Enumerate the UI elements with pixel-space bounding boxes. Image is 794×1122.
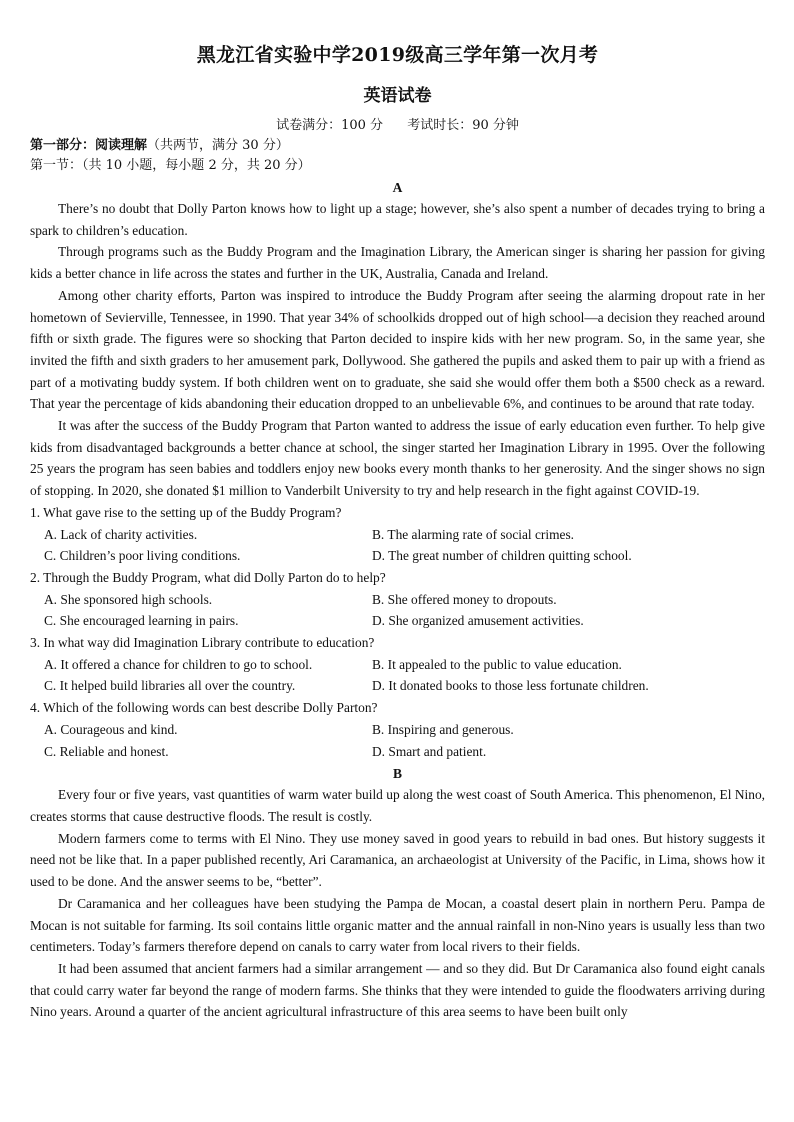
passage-a-paragraph: There’s no doubt that Dolly Parton knows how to light up a stage; however, she’s also spent a number of decades trying to bring a spark to children’s education.	[30, 201, 765, 238]
passage-b-letter: B	[392, 766, 402, 782]
question-2	[30, 567, 765, 632]
passage-a-paragraph: Through programs such as the Buddy Program and the Imagination Library, the American singer is sharing her passion for giving kids a better chance in life across the states and further in the UK, Australia, Canada and Ireland.	[30, 244, 765, 282]
question-3	[30, 632, 765, 697]
passage-b-paragraph: Modern farmers come to terms with El Nino. They use money saved in good years to rebuild in bad ones. But history suggests it need not be like that. In a paper published recently, Ari Caramanica, an archaeologist at University of the Pacific, in Lima, shows how it used to be done. And the answer seems to be, “better”.	[30, 830, 765, 890]
option-b: B. It appealed to the public to value education.	[372, 656, 622, 672]
option-a: A. Lack of charity activities.	[44, 526, 198, 542]
passage-b-paragraph: It had been assumed that ancient farmers had a similar arrangement — and so they did. But Dr Caramanica also found eight canals that could carry water far beyond the range of modern farms. She thinks that they were intended to guide the floodwaters arriving during Nino years. Around a quarter of the ancient agricultural infrastructure of this area seems to have been built only	[30, 960, 765, 1020]
option-d: D. She organized amusement activities.	[372, 613, 584, 629]
question-options	[44, 524, 765, 567]
question-options	[44, 719, 765, 762]
page-title: 黑龙江省实验中学2019级高三学年第一次月考	[196, 44, 599, 66]
passage-b-paragraph: Dr Caramanica and her colleagues have been studying the Pampa de Mocan, a coastal desert plain in northern Peru. Pampa de Mocan is not suitable for farming. Its soil contains little organic matter and the annual rainfall in non-Nino years is usually less than two centimeters. Today’s farmers therefore depend on canals to carry water from local rivers to their fields.	[30, 895, 765, 955]
option-d: D. It donated books to those less fortunate children.	[372, 678, 649, 694]
part-heading-note: （共两节，满分 30 分）	[147, 138, 289, 153]
option-d: D. Smart and patient.	[372, 743, 487, 759]
option-a: A. She sponsored high schools.	[44, 591, 213, 607]
question-stem: 4. Which of the following words can best describe Dolly Parton?	[30, 700, 378, 716]
page-subtitle: 英语试卷	[363, 86, 432, 106]
exam-meta	[30, 114, 765, 133]
option-b: B. The alarming rate of social crimes.	[372, 526, 575, 542]
option-c: C. She encouraged learning in pairs.	[44, 613, 239, 629]
question-stem: 1. What gave rise to the setting up of the Buddy Program?	[30, 504, 342, 520]
question-stem: 3. In what way did Imagination Library contribute to education?	[30, 635, 375, 651]
option-c: C. Children’s poor living conditions.	[44, 548, 241, 564]
question-options	[44, 589, 765, 632]
full-score: 试卷满分：100 分	[276, 118, 384, 133]
option-a: A. It offered a chance for children to go to school.	[44, 656, 313, 672]
part-heading-title: 第一部分：阅读理解	[30, 138, 148, 153]
option-a: A. Courageous and kind.	[44, 721, 178, 737]
question-1	[30, 502, 765, 567]
option-c: C. It helped build libraries all over the country.	[44, 678, 296, 694]
passage-a-paragraph: It was after the success of the Buddy Program that Parton wanted to address the issue of early education even further. To help give kids from disadvantaged backgrounds a better chance at school, the singer started her Imagination Library in 1995. Over the following 25 years the program has seen babies and toddlers enjoy new books every month thanks to her generosity. And the singer shows no sign of stopping. In 2020, she donated $1 million to Vanderbilt University to try and help research in the fight against COVID-19.	[30, 418, 765, 499]
question-stem: 2. Through the Buddy Program, what did Dolly Parton do to help?	[30, 569, 386, 585]
exam-page	[30, 40, 765, 1023]
passage-a-letter: A	[392, 180, 403, 195]
option-c: C. Reliable and honest.	[44, 743, 169, 759]
part-heading	[30, 136, 765, 156]
question-options	[44, 654, 765, 697]
passage-a-paragraph: Among other charity efforts, Parton was inspired to introduce the Buddy Program after seeing the alarming dropout rate in her hometown of Sevierville, Tennessee, in 1990. That year 34% of schoolkids dropped out of high school—a decision they reached around fifth or sixth grade. The figures were so shocking that Parton decided to inspire kids with her new program. So, in the same year, she invited the fifth and sixth graders to her amusement park, Dollywood. She gathered the pupils and asked them to pair up with a friend as part of a motivating buddy system. If both children went on to graduate, she said she would offer them both a $500 check as a reward. That year the percentage of kids abandoning their education dropped to an unbelievable 6%, and continues to be around that rate today.	[30, 287, 765, 412]
option-b: B. Inspiring and generous.	[372, 721, 514, 737]
question-4	[30, 697, 765, 762]
section-heading: 第一节：（共 10 小题，每小题 2 分，共 20 分）	[30, 158, 311, 173]
option-d: D. The great number of children quitting school.	[372, 548, 632, 564]
duration: 考试时长：90 分钟	[407, 118, 519, 133]
option-b: B. She offered money to dropouts.	[372, 591, 557, 607]
passage-b-paragraph: Every four or five years, vast quantities of warm water build up along the west coast of South America. This phenomenon, El Nino, creates storms that cause destructive floods. The result is costly.	[30, 787, 765, 824]
